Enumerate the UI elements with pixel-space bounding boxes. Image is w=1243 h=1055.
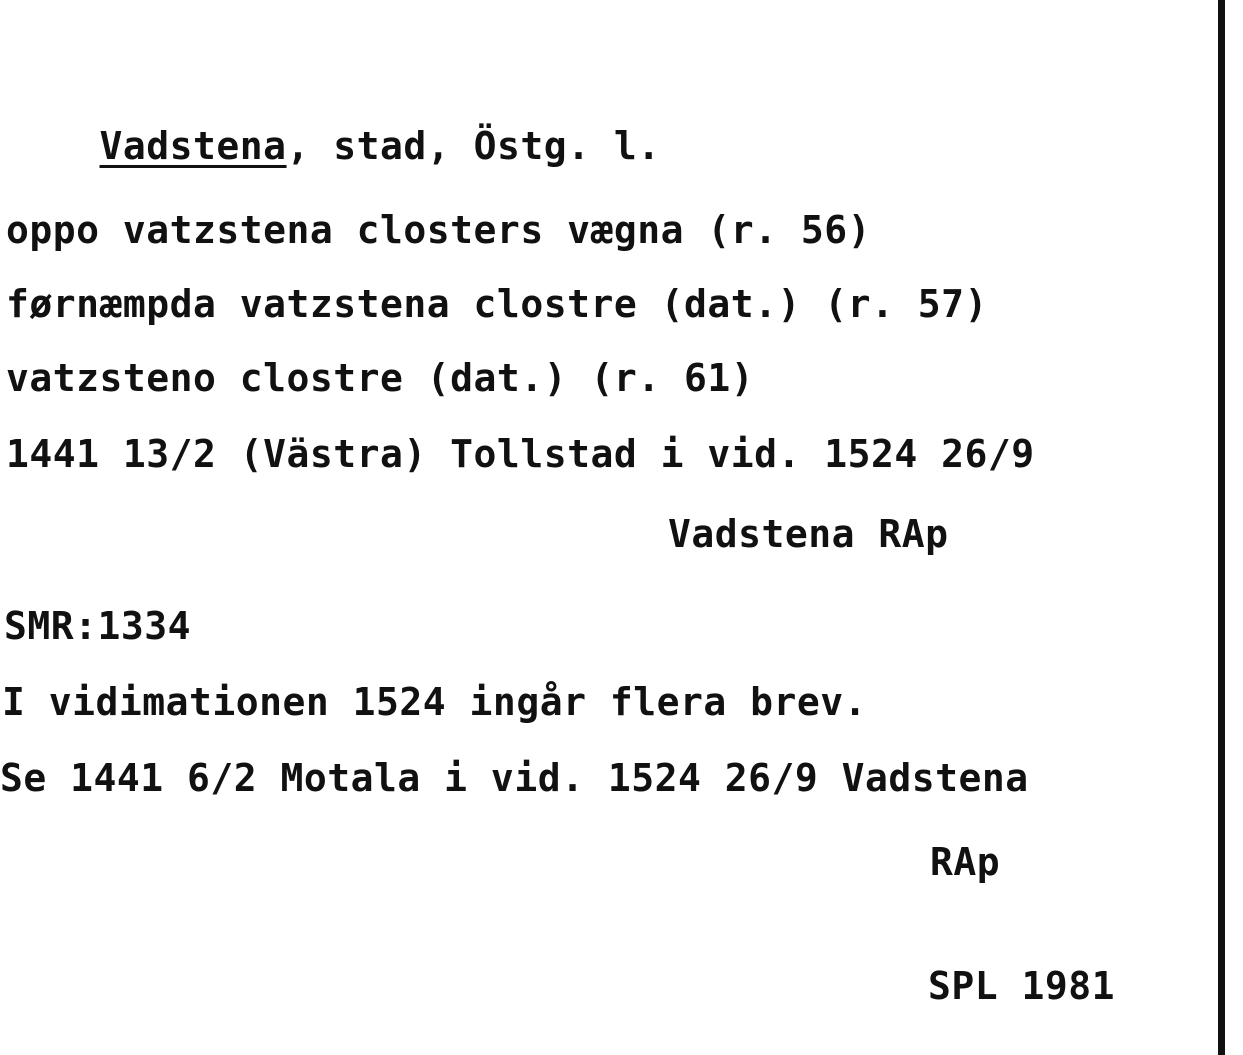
source-archive: Vadstena RAp — [668, 512, 949, 556]
note-line-2: Se 1441 6/2 Motala i vid. 1524 26/9 Vadstena — [0, 756, 1029, 800]
form-line-1: oppo vatzstena closters vægna (r. 56) — [6, 208, 871, 252]
signature-code: SPL 1981 — [928, 964, 1116, 1008]
smr-reference: SMR:1334 — [4, 604, 192, 648]
card-edge-rule — [1218, 0, 1225, 1055]
heading — [6, 80, 661, 212]
note-archive: RAp — [930, 840, 1001, 884]
source-line: 1441 13/2 (Västra) Tollstad i vid. 1524 26/9 — [6, 432, 1035, 476]
form-line-3: vatzsteno clostre (dat.) (r. 61) — [6, 356, 755, 400]
heading-description: , stad, Östg. l. — [286, 124, 661, 168]
form-line-2: førnæmpda vatzstena clostre (dat.) (r. 57) — [6, 282, 988, 326]
heading-place-name: Vadstena — [99, 124, 287, 168]
note-line-1: I vidimationen 1524 ingår flera brev. — [2, 680, 867, 724]
